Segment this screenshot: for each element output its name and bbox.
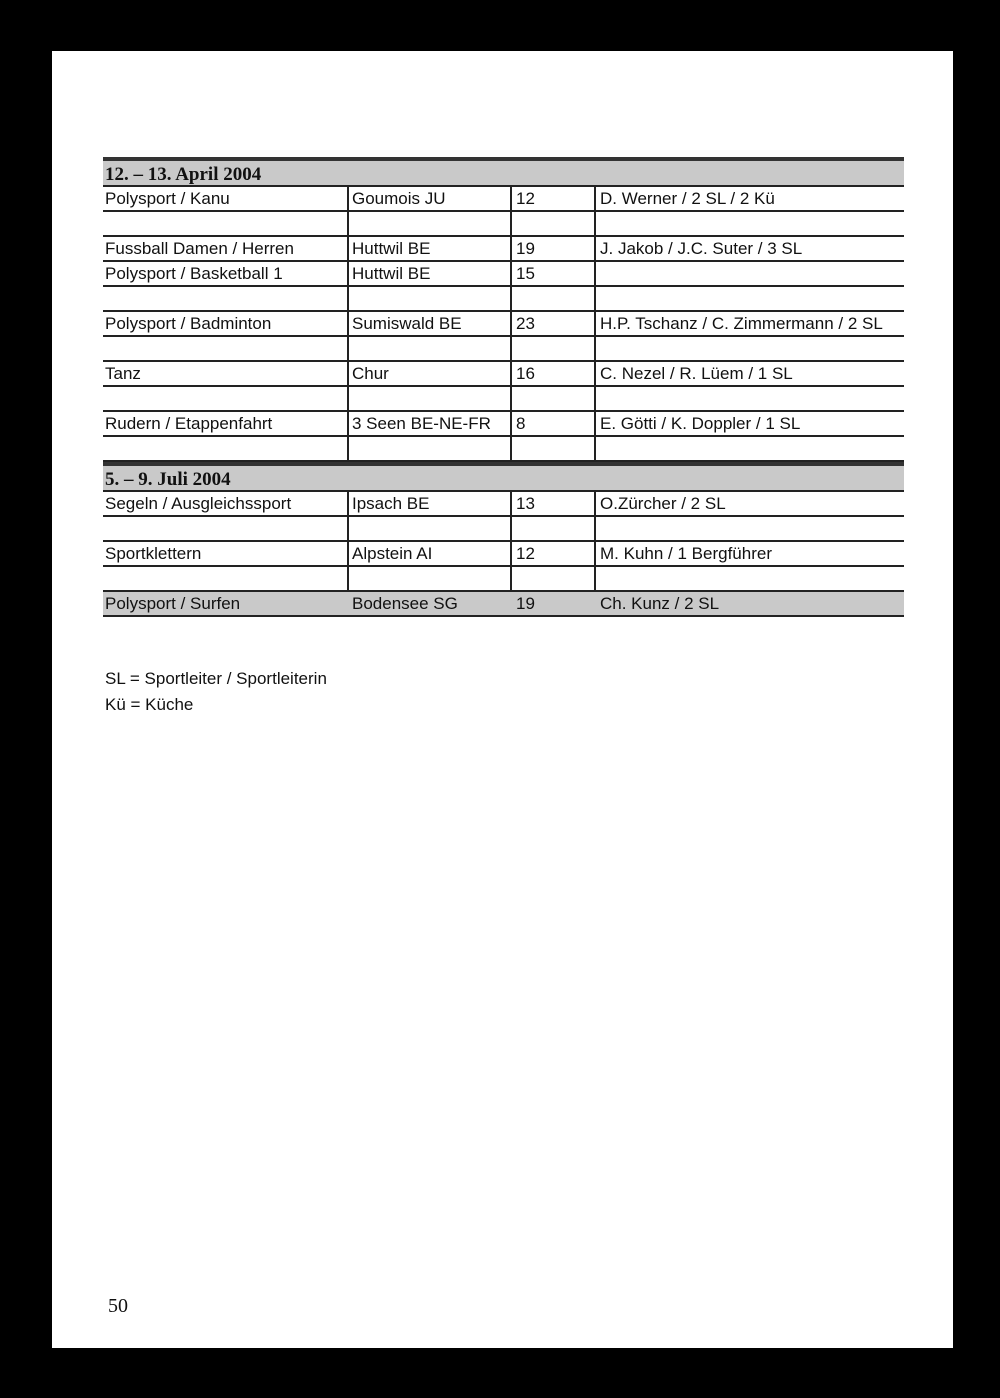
count-cell: 13 — [510, 492, 594, 515]
leaders-cell — [594, 287, 904, 310]
leaders-cell: M. Kuhn / 1 Bergführer — [594, 542, 904, 565]
table-row — [103, 492, 904, 517]
place-cell: Huttwil BE — [347, 262, 510, 285]
table-row — [103, 517, 904, 542]
place-cell — [347, 212, 510, 235]
place-cell — [347, 517, 510, 540]
leaders-cell: C. Nezel / R. Lüem / 1 SL — [594, 362, 904, 385]
place-cell — [347, 437, 510, 460]
activity-cell: Polysport / Basketball 1 — [105, 264, 283, 283]
leaders-cell: E. Götti / K. Doppler / 1 SL — [594, 412, 904, 435]
place-cell — [347, 567, 510, 590]
place-cell: Huttwil BE — [347, 237, 510, 260]
table-row — [103, 567, 904, 592]
table-row — [103, 262, 904, 287]
table-row — [103, 287, 904, 312]
count-cell — [510, 212, 594, 235]
activity-cell — [103, 337, 347, 360]
leaders-cell — [594, 337, 904, 360]
table-row — [103, 212, 904, 237]
table-row — [103, 592, 904, 617]
activity-cell: Polysport / Surfen — [105, 594, 241, 613]
leaders-cell — [594, 437, 904, 460]
section-heading: 5. – 9. Juli 2004 — [105, 469, 231, 490]
table-row — [103, 387, 904, 412]
table-row — [103, 362, 904, 387]
leaders-cell: J. Jakob / J.C. Suter / 3 SL — [594, 237, 904, 260]
leaders-cell: D. Werner / 2 SL / 2 Kü — [594, 187, 904, 210]
count-cell — [510, 287, 594, 310]
activity-cell: Segeln / Ausgleichssport — [105, 494, 292, 513]
place-cell: Ipsach BE — [347, 492, 510, 515]
place-cell — [347, 287, 510, 310]
count-cell: 8 — [510, 412, 594, 435]
place-cell: 3 Seen BE-NE-FR — [347, 412, 510, 435]
leaders-cell — [594, 262, 904, 285]
leaders-cell: H.P. Tschanz / C. Zimmermann / 2 SL — [594, 312, 904, 335]
count-cell — [510, 437, 594, 460]
section-heading: 12. – 13. April 2004 — [105, 164, 262, 185]
place-cell — [347, 387, 510, 410]
leaders-cell — [594, 212, 904, 235]
leaders-cell — [594, 387, 904, 410]
place-cell: Bodensee SG — [352, 594, 458, 613]
leaders-cell — [594, 517, 904, 540]
leaders-cell: O.Zürcher / 2 SL — [594, 492, 904, 515]
leaders-cell: Ch. Kunz / 2 SL — [600, 594, 720, 613]
table-row — [103, 337, 904, 362]
count-cell: 12 — [510, 542, 594, 565]
table-row — [103, 542, 904, 567]
leaders-cell — [594, 567, 904, 590]
activity-cell: Polysport / Badminton — [105, 314, 272, 333]
count-cell — [510, 337, 594, 360]
activity-cell — [103, 287, 347, 310]
count-cell: 15 — [510, 262, 594, 285]
legend — [105, 666, 327, 718]
legend-line: Kü = Küche — [105, 695, 194, 714]
count-cell: 19 — [510, 237, 594, 260]
page-number: 50 — [108, 1295, 128, 1317]
place-cell: Goumois JU — [347, 187, 510, 210]
schedule-table — [103, 157, 904, 617]
count-cell — [510, 387, 594, 410]
table-row — [103, 312, 904, 337]
place-cell — [347, 337, 510, 360]
count-cell: 23 — [510, 312, 594, 335]
activity-cell: Tanz — [105, 364, 141, 383]
activity-cell: Polysport / Kanu — [105, 189, 230, 208]
count-cell — [510, 567, 594, 590]
legend-line: SL = Sportleiter / Sportleiterin — [105, 669, 327, 688]
place-cell: Chur — [347, 362, 510, 385]
section-header — [103, 462, 904, 492]
activity-cell: Sportklettern — [105, 544, 202, 563]
count-cell: 19 — [516, 594, 535, 613]
place-cell: Sumiswald BE — [347, 312, 510, 335]
place-cell: Alpstein AI — [347, 542, 510, 565]
table-row — [103, 237, 904, 262]
activity-cell: Fussball Damen / Herren — [105, 239, 294, 258]
table-row — [103, 187, 904, 212]
activity-cell — [103, 567, 347, 590]
activity-cell: Rudern / Etappenfahrt — [105, 414, 273, 433]
table-row — [103, 437, 904, 462]
activity-cell — [103, 517, 347, 540]
activity-cell — [103, 212, 347, 235]
count-cell: 12 — [510, 187, 594, 210]
section-header — [103, 157, 904, 187]
table-row — [103, 412, 904, 437]
activity-cell — [103, 437, 347, 460]
count-cell: 16 — [510, 362, 594, 385]
activity-cell — [103, 387, 347, 410]
count-cell — [510, 517, 594, 540]
